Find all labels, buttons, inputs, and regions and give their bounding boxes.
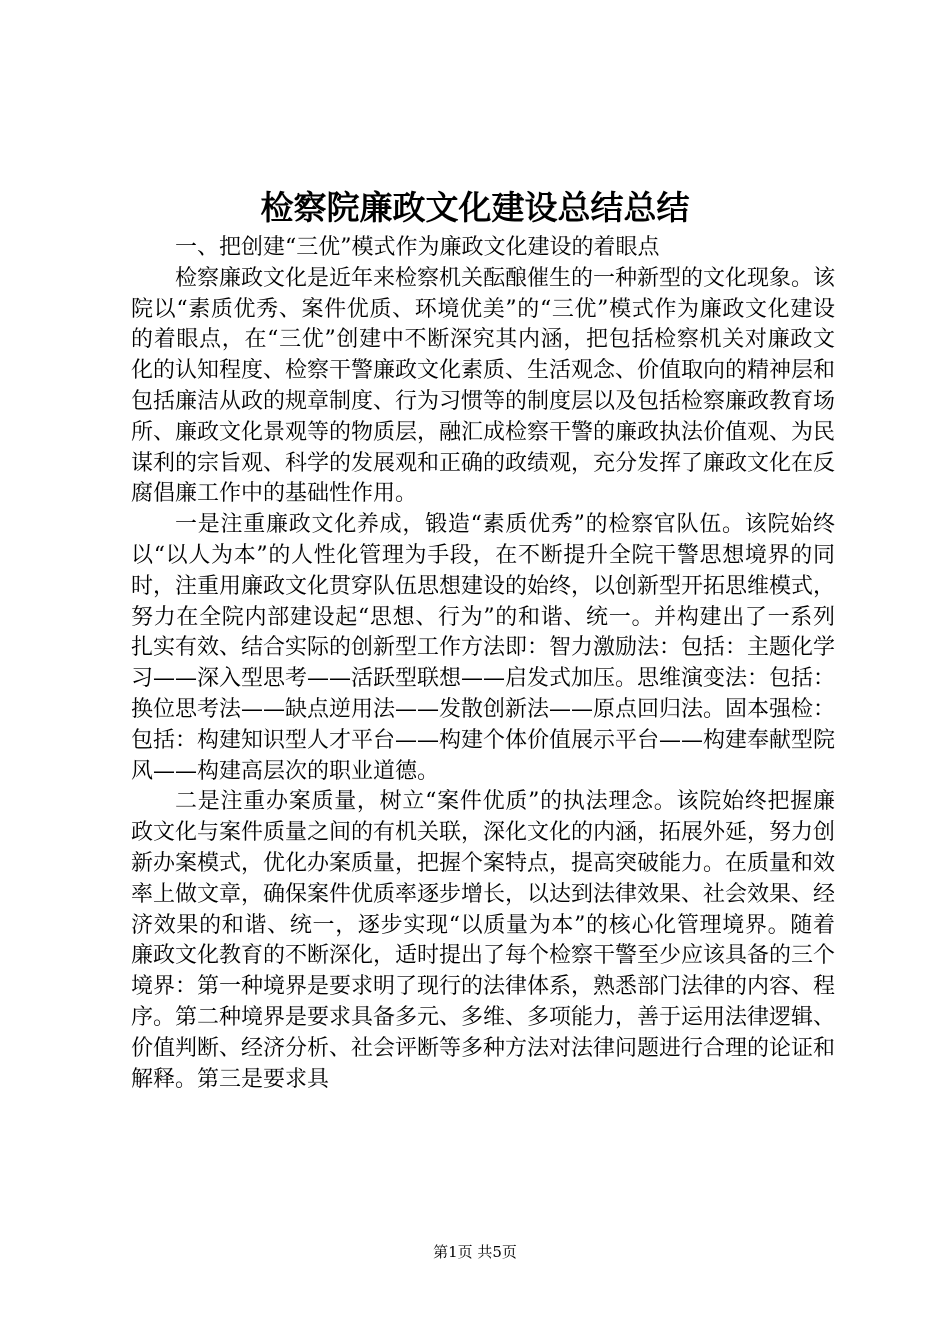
document-title: 检察院廉政文化建设总结总结 (260, 188, 690, 227)
body-paragraph: 检察廉政文化是近年来检察机关酝酿催生的一种新型的文化现象。该院以“素质优秀、案件优质、环境优美”的“三优”模式作为廉政文化建设的着眼点，在“三优”创建中不断深究其内涵，把包括检察机关对廉政文化的认知程度、检察干警廉政文化素质、生活观念、价值取向的精神层和包括廉洁从政的规章制度、行为习惯等的制度层以及包括检察廉政教育场所、廉政文化景观等的物质层，融汇成检察干警的廉政执法价值观、为民谋利的宗旨观、科学的发展观和正确的政绩观，充分发挥了廉政文化在反腐倡廉工作中的基础性作用。 (131, 265, 836, 507)
body-paragraph: 一是注重廉政文化养成，锻造“素质优秀”的检察官队伍。该院始终以“以人为本”的人性化管理为手段，在不断提升全院干警思想境界的同时，注重用廉政文化贯穿队伍思想建设的始终，以创新型开拓思维模式，努力在全院内部建设起“思想、行为”的和谐、统一。并构建出了一系列扎实有效、结合实际的创新型工作方法即：智力激励法：包括：主题化学习——深入型思考——活跃型联想——启发式加压。思维演变法：包括：换位思考法——缺点逆用法——发散创新法——原点回归法。固本强检：包括：构建知识型人才平台——构建个体价值展示平台——构建奉献型院风——构建高层次的职业道德。 (131, 512, 836, 784)
document-body (131, 233, 835, 1095)
body-paragraph: 二是注重办案质量，树立“案件优质”的执法理念。该院始终把握廉政文化与案件质量之间的有机关联，深化文化的内涵，拓展外延，努力创新办案模式，优化办案质量，把握个案特点，提高突破能力。在质量和效率上做文章，确保案件优质率逐步增长，以达到法律效果、社会效果、经济效果的和谐、统一，逐步实现“以质量为本”的核心化管理境界。随着廉政文化教育的不断深化，适时提出了每个检察干警至少应该具备的三个境界：第一种境界是要求明了现行的法律体系，熟悉部门法律的内容、程序。第二种境界是要求具备多元、多维、多项能力，善于运用法律逻辑、价值判断、经济分析、社会评断等多种方法对法律问题进行合理的论证和解释。第三是要求具 (131, 789, 836, 1092)
section-heading: 一、把创建“三优”模式作为廉政文化建设的着眼点 (175, 235, 660, 260)
page-footer: 第1页 共5页 (433, 1243, 517, 1261)
